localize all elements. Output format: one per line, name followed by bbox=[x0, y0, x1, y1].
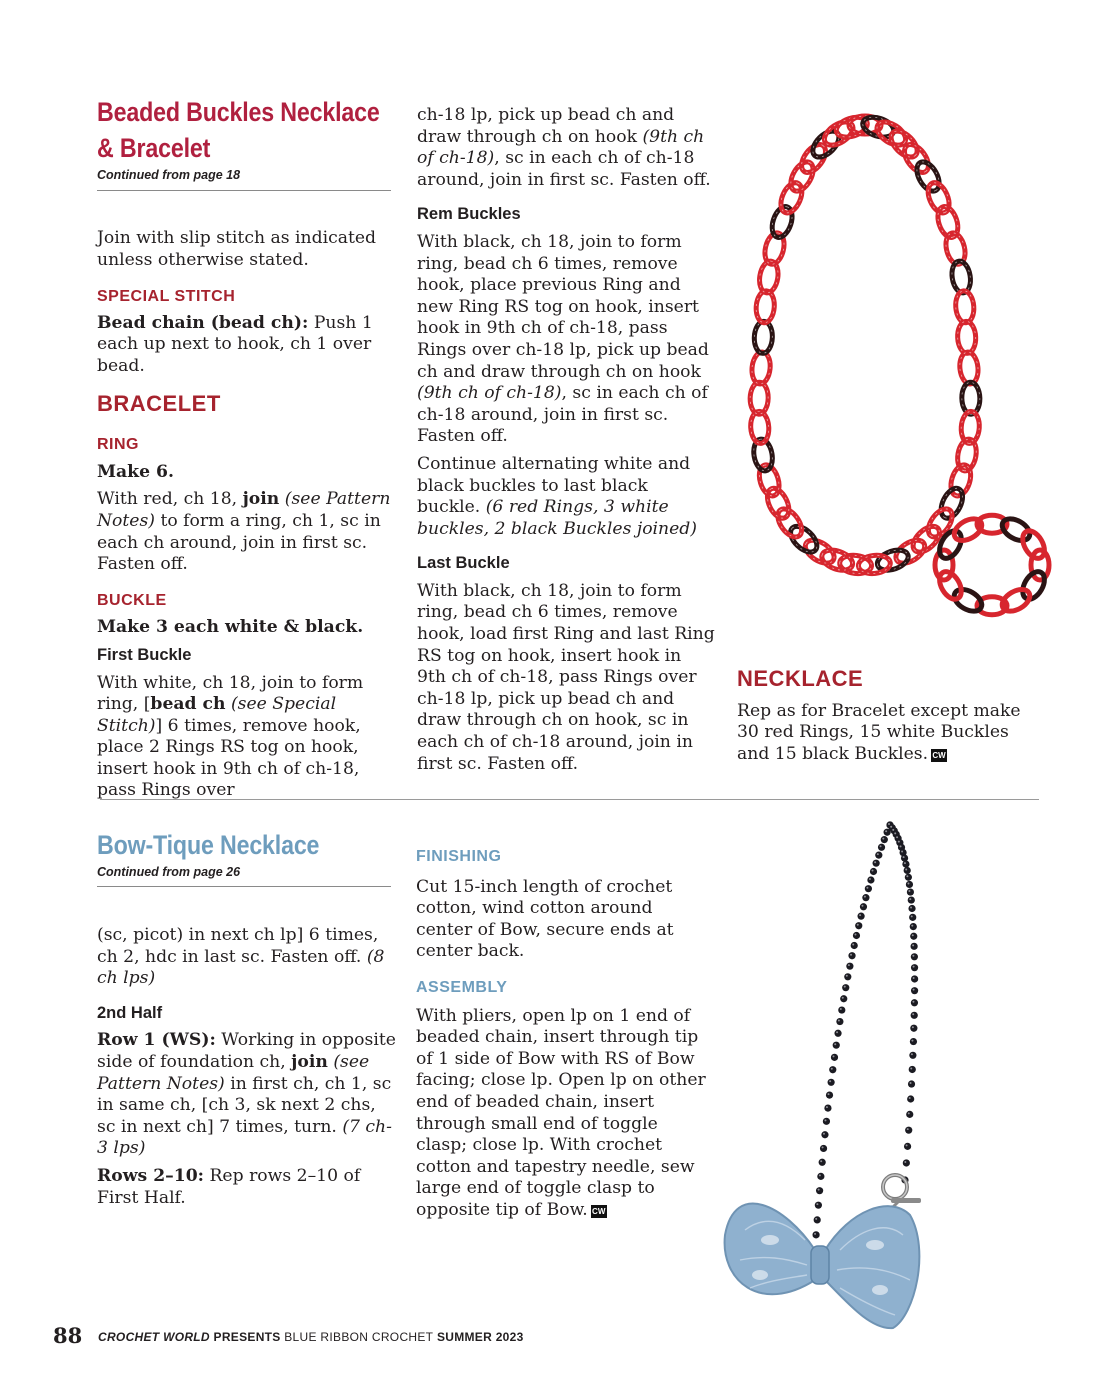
first-buckle-heading: First Buckle bbox=[97, 645, 192, 664]
bracelet-ring bbox=[1018, 527, 1049, 562]
beaded-title-line1: Beaded Buckles Necklace bbox=[97, 97, 380, 127]
chain-bead bbox=[846, 963, 853, 970]
first-half-end: (sc, picot) in next ch lp] 6 times, ch 2, hdc in last sc. Fasten off. (8 ch lps) bbox=[97, 925, 385, 989]
assembly-instructions: With pliers, open lp on 1 end of beaded chain, insert through tip of 1 side of Bow with RS of Bow facing; close lp. Open lp on other end of beaded chain, insert through small end of toggle clasp; close lp. With crochet cotton and tapestry needle, sew large end of toggle clasp to opposite tip of Bow. CW bbox=[416, 1005, 706, 1220]
section-divider bbox=[100, 799, 1039, 800]
chain-bead bbox=[826, 1091, 833, 1098]
bowtique-title: Bow-Tique Necklace bbox=[97, 830, 320, 860]
special-stitch-text: Bead chain (bead ch): Push 1 each up next to hook, ch 1 over bead. bbox=[97, 312, 373, 376]
chain-bead bbox=[815, 1202, 822, 1209]
chain-bead bbox=[812, 1231, 819, 1238]
chain-bead bbox=[908, 905, 915, 912]
finishing-instructions: Cut 15-inch length of crochet cotton, wind cotton around center of Bow, secure ends at center back. bbox=[416, 876, 674, 962]
last-buckle-heading: Last Buckle bbox=[417, 554, 510, 573]
beaded-column-1 bbox=[97, 228, 399, 802]
chain-bead bbox=[814, 1216, 821, 1223]
chain-bead bbox=[819, 1159, 826, 1166]
necklace-ring bbox=[957, 321, 976, 354]
bracelet-heading: BRACELET bbox=[97, 390, 221, 416]
chain-bead bbox=[881, 836, 888, 843]
chain-bead bbox=[911, 1012, 918, 1019]
necklace-ring bbox=[754, 321, 773, 354]
beaded-title-line2: & Bracelet bbox=[97, 133, 211, 163]
rem-buckles-instructions: With black, ch 18, join to form ring, bead ch 6 times, remove hook, place previous Ring and new Ring RS tog on hook, insert hook in 9th ch of ch-18, pass Rings over ch-18 lp, pick up bead ch and draw through ch on hook (9th ch of ch-18), sc in each ch of ch-18 around, join in first sc. Fasten off. bbox=[417, 231, 709, 447]
chain-bead bbox=[853, 932, 860, 939]
chain-bead bbox=[911, 999, 918, 1006]
row1-instructions: Row 1 (WS): Working in opposite side of foundation ch, join (see Pattern Notes) in first ch, ch 1, sc in same ch, [ch 3, sk next 2 chs, sc in next ch] 7 times, turn. (7 ch-3 lps) bbox=[97, 1030, 396, 1159]
first-buckle-instructions: With white, ch 18, join to form ring, [bead ch (see Special Stitch)] 6 times, remove hook, place 2 Rings RS tog on hook, insert hook in 9th ch of ch-18, pass Rings over bbox=[97, 672, 364, 801]
chain-bead bbox=[903, 1159, 910, 1166]
necklace-column bbox=[737, 668, 1037, 765]
bracelet-ring bbox=[1018, 568, 1049, 603]
chain-bead bbox=[909, 1066, 916, 1073]
chain-bead bbox=[842, 984, 849, 991]
chain-bead bbox=[906, 1111, 913, 1118]
cw-end-badge-2: CW bbox=[592, 1206, 606, 1216]
chain-bead bbox=[836, 1018, 843, 1025]
rows-2-10-instructions: Rows 2–10: Rep rows 2–10 of First Half. bbox=[97, 1165, 361, 1208]
ring-instructions: With red, ch 18, join (see Pattern Notes) to form a ring, ch 1, sc in each ch around, join in first sc. Fasten off. bbox=[97, 489, 391, 575]
chain-bead bbox=[851, 942, 858, 949]
chain-bead bbox=[907, 888, 914, 895]
chain-bead bbox=[902, 860, 909, 867]
chain-bead bbox=[910, 1038, 917, 1045]
issue-season: SUMMER 2023 bbox=[433, 1330, 524, 1344]
chain-bead bbox=[911, 964, 918, 971]
beaded-chain bbox=[811, 821, 918, 1253]
bowtique-title-block bbox=[97, 827, 397, 879]
chain-bead bbox=[907, 1095, 914, 1102]
chain-bead bbox=[901, 854, 908, 861]
chain-bead bbox=[910, 933, 917, 940]
chain-bead bbox=[824, 1105, 831, 1112]
chain-bead bbox=[905, 1127, 912, 1134]
beaded-title-rule bbox=[97, 190, 391, 191]
chain-bead bbox=[908, 896, 915, 903]
beaded-intro: Join with slip stitch as indicated unless otherwise stated. bbox=[97, 228, 377, 270]
chain-bead bbox=[862, 894, 869, 901]
chain-bead bbox=[829, 1066, 836, 1073]
chain-bead bbox=[844, 973, 851, 980]
chain-bead bbox=[911, 975, 918, 982]
bowtique-column-1 bbox=[97, 925, 399, 1209]
chain-bead bbox=[908, 1080, 915, 1087]
chain-bead bbox=[834, 1030, 841, 1037]
chain-bead bbox=[831, 1054, 838, 1061]
footer-credit: CROCHET WORLD PRESENTS BLUE RIBBON CROCHET SUMMER 2023 bbox=[98, 1330, 524, 1344]
chain-bead bbox=[857, 913, 864, 920]
ring-heading: RING bbox=[97, 436, 139, 454]
chain-bead bbox=[867, 876, 874, 883]
chain-bead bbox=[816, 1187, 823, 1194]
chain-bead bbox=[828, 1079, 835, 1086]
bracelet-links bbox=[935, 514, 1049, 615]
bowtique-column-2 bbox=[416, 846, 714, 1222]
chain-bead bbox=[865, 885, 872, 892]
second-half-heading: 2nd Half bbox=[97, 1003, 163, 1022]
buckle-heading: BUCKLE bbox=[97, 591, 167, 609]
chain-bead bbox=[855, 922, 862, 929]
necklace-ring bbox=[857, 554, 891, 576]
first-buckle-continued: ch-18 lp, pick up bead ch and draw through ch on hook (9th ch of ch-18), sc in each ch of ch-18 around, join in first sc. Fasten off. bbox=[417, 105, 711, 190]
chain-bead bbox=[910, 923, 917, 930]
chain-bead bbox=[823, 1118, 830, 1125]
page-number: 88 bbox=[53, 1323, 83, 1348]
chain-bead bbox=[904, 867, 911, 874]
chain-bead bbox=[878, 844, 885, 851]
chain-bead bbox=[911, 953, 918, 960]
necklace-ring bbox=[750, 351, 771, 385]
bowtique-title-rule bbox=[97, 886, 391, 887]
cw-end-badge: CW bbox=[932, 750, 946, 760]
beaded-title-block bbox=[97, 94, 397, 182]
magazine-name: CROCHET WORLD bbox=[98, 1330, 210, 1344]
ring-make: Make 6. bbox=[97, 461, 174, 482]
chain-bead bbox=[911, 943, 918, 950]
chain-bead bbox=[909, 1052, 916, 1059]
necklace-heading: NECKLACE bbox=[737, 666, 864, 691]
chain-bead bbox=[906, 881, 913, 888]
chain-bead bbox=[909, 914, 916, 921]
last-buckle-instructions: With black, ch 18, join to form ring, bead ch 6 times, remove hook, load first Ring and last Ring RS tog on hook, insert hook in 9th ch of ch-18, pass Rings over ch-18 lp, pick up bead ch and draw through ch on hook, sc in each ch of ch-18 around, join in first sc. Fasten off. bbox=[417, 580, 715, 774]
issue-name: BLUE RIBBON CROCHET bbox=[284, 1330, 434, 1344]
buckle-make: Make 3 each white & black. bbox=[97, 617, 364, 638]
chain-bead bbox=[870, 868, 877, 875]
necklace-instructions: Rep as for Bracelet except make 30 red Rings, 15 white Buckles and 15 black Buckles. CW bbox=[737, 700, 1021, 764]
finishing-heading: FINISHING bbox=[416, 848, 502, 865]
chain-bead bbox=[873, 860, 880, 867]
chain-bead bbox=[838, 1006, 845, 1013]
rem-buckles-heading: Rem Buckles bbox=[417, 205, 521, 224]
assembly-heading: ASSEMBLY bbox=[416, 978, 508, 996]
chain-bead bbox=[833, 1042, 840, 1049]
chain-bead bbox=[840, 995, 847, 1002]
bow-necklace-photo bbox=[715, 810, 975, 1350]
necklace-ring bbox=[958, 351, 979, 385]
chain-bead bbox=[911, 987, 918, 994]
chain-bead bbox=[848, 952, 855, 959]
crochet-bow bbox=[725, 1204, 920, 1329]
chain-bead bbox=[821, 1131, 828, 1138]
necklace-links bbox=[750, 114, 981, 576]
bowtique-continued: Continued from page 26 bbox=[97, 865, 241, 879]
chain-bead bbox=[860, 903, 867, 910]
chain-bead bbox=[910, 1025, 917, 1032]
chain-bead bbox=[820, 1145, 827, 1152]
necklace-bracelet-photo bbox=[700, 95, 1070, 635]
special-stitch-heading: SPECIAL STITCH bbox=[97, 288, 236, 306]
beaded-column-2 bbox=[417, 105, 715, 775]
necklace-ring bbox=[819, 546, 855, 574]
chain-bead bbox=[905, 874, 912, 881]
chain-bead bbox=[875, 852, 882, 859]
chain-bead bbox=[817, 1173, 824, 1180]
chain-bead bbox=[904, 1143, 911, 1150]
continue-instructions: Continue alternating white and black buckles to last black buckle. (6 red Rings, 3 white buckles, 2 black Buckles joined) bbox=[417, 453, 697, 539]
beaded-continued: Continued from page 18 bbox=[97, 168, 241, 182]
